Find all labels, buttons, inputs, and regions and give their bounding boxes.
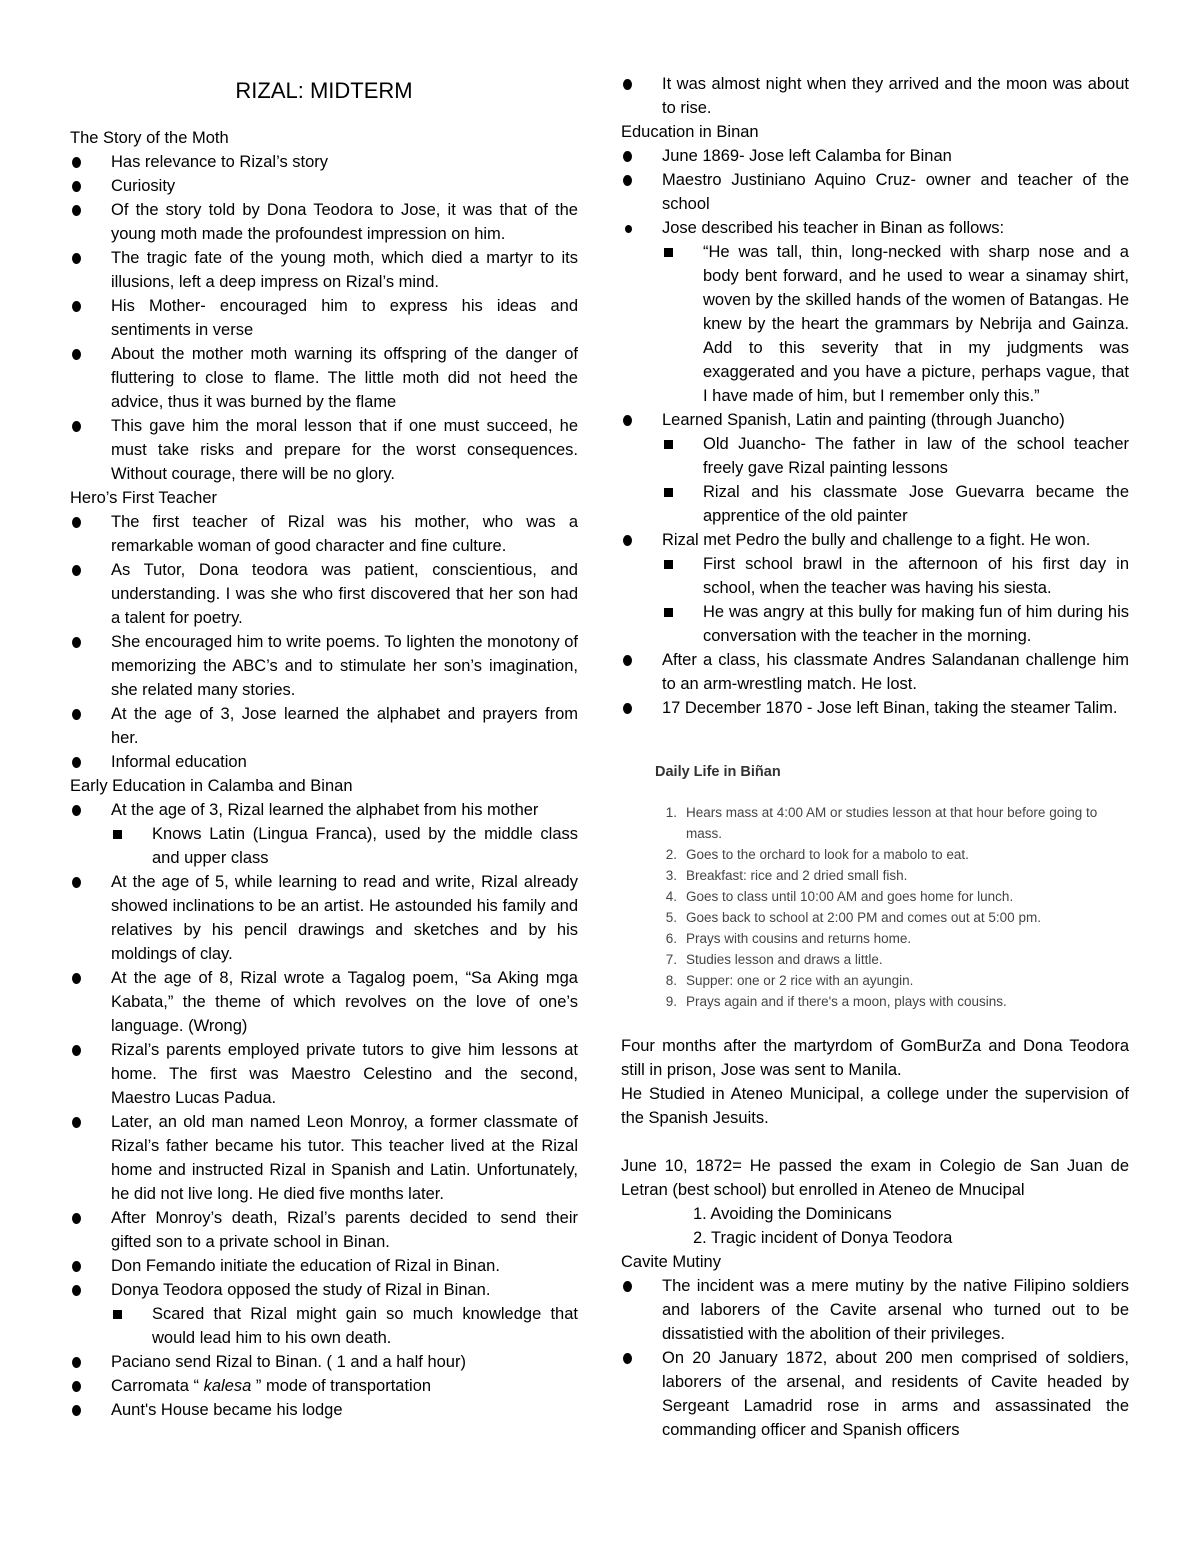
list-item [655,844,1129,865]
education-binan-list [621,144,1129,720]
section-heading-moth: The Story of the Moth [70,129,229,147]
list-item [655,949,1129,970]
list-item [621,408,1129,528]
list-item-text: Learned Spanish, Latin and painting (through Juancho) [662,411,1065,429]
list-item: Curiosity [70,174,578,198]
daily-life-list [655,802,1129,1012]
carromata-text-pre: Carromata “ [111,1377,200,1395]
list-item [655,865,1129,886]
carromata-kalesa: kalesa [199,1377,252,1395]
list-item-text: Donya Teodora opposed the study of Rizal in Binan. [111,1281,491,1299]
list-item-text: Supper: one or 2 rice with an ayungin. [686,973,914,988]
list-item [621,528,1129,648]
list-item: She encouraged him to write poems. To lighten the monotony of memorizing the ABC’s and to stimulate her son’s imagination, she related many stories. [70,630,578,702]
item-number: 8. [665,973,677,988]
teacher-quote: “He was tall, thin, long-necked with sharp nose and a body bent forward, and he used to wear a sinamay shirt, woven by the skilled hands of the women of Batangas. He knew by the heart the grammars by Nebrija and Gainza. Add to this severity that in my judgments was exaggerated and you have a picture, perhaps vague, that I have made of him, but I remember only this.” [662,240,1129,408]
sub-list-item: Scared that Rizal might gain so much knowledge that would lead him to his own death. [111,1302,578,1350]
list-item-text: Jose described his teacher in Binan as follows: [662,219,1005,237]
list-item-text: Goes to class until 10:00 AM and goes home for lunch. [686,889,1014,904]
list-item: At the age of 3, Jose learned the alphabet and prayers from her. [70,702,578,750]
list-item-text: Goes back to school at 2:00 PM and comes out at 5:00 pm. [686,910,1041,925]
item-number: 5. [665,910,677,925]
list-item: The first teacher of Rizal was his mother, who was a remarkable woman of good character and fine culture. [70,510,578,558]
list-item: Don Femando initiate the education of Rizal in Binan. [70,1254,578,1278]
list-item-text: Rizal met Pedro the bully and challenge to a fight. He won. [662,531,1091,549]
list-item-text: Hears mass at 4:00 AM or studies lesson at that hour before going to mass. [686,805,1098,841]
list-item: Of the story told by Dona Teodora to Jose, it was that of the young moth made the profoundest impression on him. [70,198,578,246]
list-item: On 20 January 1872, about 200 men comprised of soldiers, laborers of the arsenal, and residents of Cavite headed by Sergeant Lamadrid rose in arms and assassinated the commanding officer and Spanish officers [621,1346,1129,1442]
sub-list [662,240,1129,408]
sub-list [111,1302,578,1350]
paragraph-june-1872: June 10, 1872= He passed the exam in Colegio de San Juan de Letran (best school) but enrolled in Ateneo de Mnucipal [621,1157,1129,1199]
list-item [655,928,1129,949]
list-item: Maestro Justiniano Aquino Cruz- owner and teacher of the school [621,168,1129,216]
list-item-text: Goes to the orchard to look for a mabolo to eat. [686,847,969,862]
list-item-text: Breakfast: rice and 2 dried small fish. [686,868,908,883]
cavite-mutiny-list [621,1274,1129,1442]
list-item: As Tutor, Dona teodora was patient, conscientious, and understanding. I was she who first discovered that her son had a talent for poetry. [70,558,578,630]
list-item-text: At the age of 3, Rizal learned the alphabet from his mother [111,801,539,819]
early-education-list [70,798,578,1422]
list-item: This gave him the moral lesson that if one must succeed, he must take risks and prepare for the worst consequences. Without courage, there will be no glory. [70,414,578,486]
list-item: Informal education [70,750,578,774]
list-item: The incident was a mere mutiny by the native Filipino soldiers and laborers of the Cavite arsenal who turned out to be dissatistied with the abolition of their privileges. [621,1274,1129,1346]
list-item-text: Prays with cousins and returns home. [686,931,912,946]
daily-life-figure [655,760,1129,1012]
list-item-text: Studies lesson and draws a little. [686,952,883,967]
section-heading-education-binan: Education in Binan [621,123,759,141]
list-item [70,1278,578,1350]
spacer [621,1130,1129,1154]
item-number: 2. [665,847,677,862]
list-item: It was almost night when they arrived and the moon was about to rise. [621,72,1129,120]
list-item [655,970,1129,991]
list-item: After a class, his classmate Andres Salandanan challenge him to an arm-wrestling match. He lost. [621,648,1129,696]
sub-list-item: Old Juancho- The father in law of the school teacher freely gave Rizal painting lessons [662,432,1129,480]
reason-2: 2. Tragic incident of Donya Teodora [693,1229,953,1247]
sub-list-item: He was angry at this bully for making fun of him during his conversation with the teacher in the morning. [662,600,1129,648]
list-item: The tragic fate of the young moth, which died a martyr to its illusions, left a deep impress on Rizal’s mind. [70,246,578,294]
sub-list [111,822,578,870]
list-item: At the age of 8, Rizal wrote a Tagalog poem, “Sa Aking mga Kabata,” the theme of which revolves on the love of one’s language. (Wrong) [70,966,578,1038]
reason-1: 1. Avoiding the Dominicans [693,1205,892,1223]
daily-life-title: Daily Life in Biñan [655,764,781,780]
sub-list-item: Rizal and his classmate Jose Guevarra became the apprentice of the old painter [662,480,1129,528]
item-number: 4. [665,889,677,904]
list-item [655,991,1129,1012]
section-heading-cavite-mutiny: Cavite Mutiny [621,1253,721,1271]
list-item [655,907,1129,928]
section-heading-early-education: Early Education in Calamba and Binan [70,777,353,795]
list-item [70,798,578,870]
list-item: After Monroy’s death, Rizal’s parents decided to send their gifted son to a private school in Binan. [70,1206,578,1254]
list-item: Paciano send Rizal to Binan. ( 1 and a half hour) [70,1350,578,1374]
sub-list-item: Knows Latin (Lingua Franca), used by the middle class and upper class [111,822,578,870]
right-column [621,72,1129,1442]
left-column [70,72,578,1422]
list-item: His Mother- encouraged him to express his ideas and sentiments in verse [70,294,578,342]
item-number: 6. [665,931,677,946]
paragraph-four-months: Four months after the martyrdom of GomBurZa and Dona Teodora still in prison, Jose was sent to Manila. [621,1037,1129,1079]
item-number: 9. [665,994,677,1009]
list-item: About the mother moth warning its offspring of the danger of fluttering to close to flame. The little moth did not heed the advice, thus it was burned by the flame [70,342,578,414]
item-number: 7. [665,952,677,967]
list-item: Aunt's House became his lodge [70,1398,578,1422]
list-item: June 1869- Jose left Calamba for Binan [621,144,1129,168]
carromata-text-post: ” mode of transportation [251,1377,432,1395]
sub-list [662,432,1129,528]
first-teacher-list [70,510,578,774]
sub-list-item: First school brawl in the afternoon of his first day in school, when the teacher was having his siesta. [662,552,1129,600]
list-item [655,886,1129,907]
arrival-list [621,72,1129,120]
list-item: Has relevance to Rizal’s story [70,150,578,174]
paragraph-ateneo: He Studied in Ateneo Municipal, a college under the supervision of the Spanish Jesuits. [621,1085,1129,1127]
sub-list [662,552,1129,648]
list-item: Rizal’s parents employed private tutors to give him lessons at home. The first was Maestro Celestino and the second, Maestro Lucas Padua. [70,1038,578,1110]
section-heading-first-teacher: Hero’s First Teacher [70,489,218,507]
list-item [70,1374,578,1398]
page-title: RIZAL: MIDTERM [235,78,413,103]
list-item [655,802,1129,844]
moth-list [70,150,578,486]
item-number: 1. [665,805,677,820]
list-item: Later, an old man named Leon Monroy, a former classmate of Rizal’s father became his tutor. This teacher lived at the Rizal home and instructed Rizal in Spanish and Latin. Unfortunately, he did not live long. He died five months later. [70,1110,578,1206]
list-item-text: Prays again and if there's a moon, plays with cousins. [686,994,1007,1009]
list-item [621,216,1129,408]
list-item: 17 December 1870 - Jose left Binan, taking the steamer Talim. [621,696,1129,720]
item-number: 3. [665,868,677,883]
list-item: At the age of 5, while learning to read and write, Rizal already showed inclinations to be an artist. He astounded his family and relatives by his pencil drawings and sketches and by his moldings of clay. [70,870,578,966]
